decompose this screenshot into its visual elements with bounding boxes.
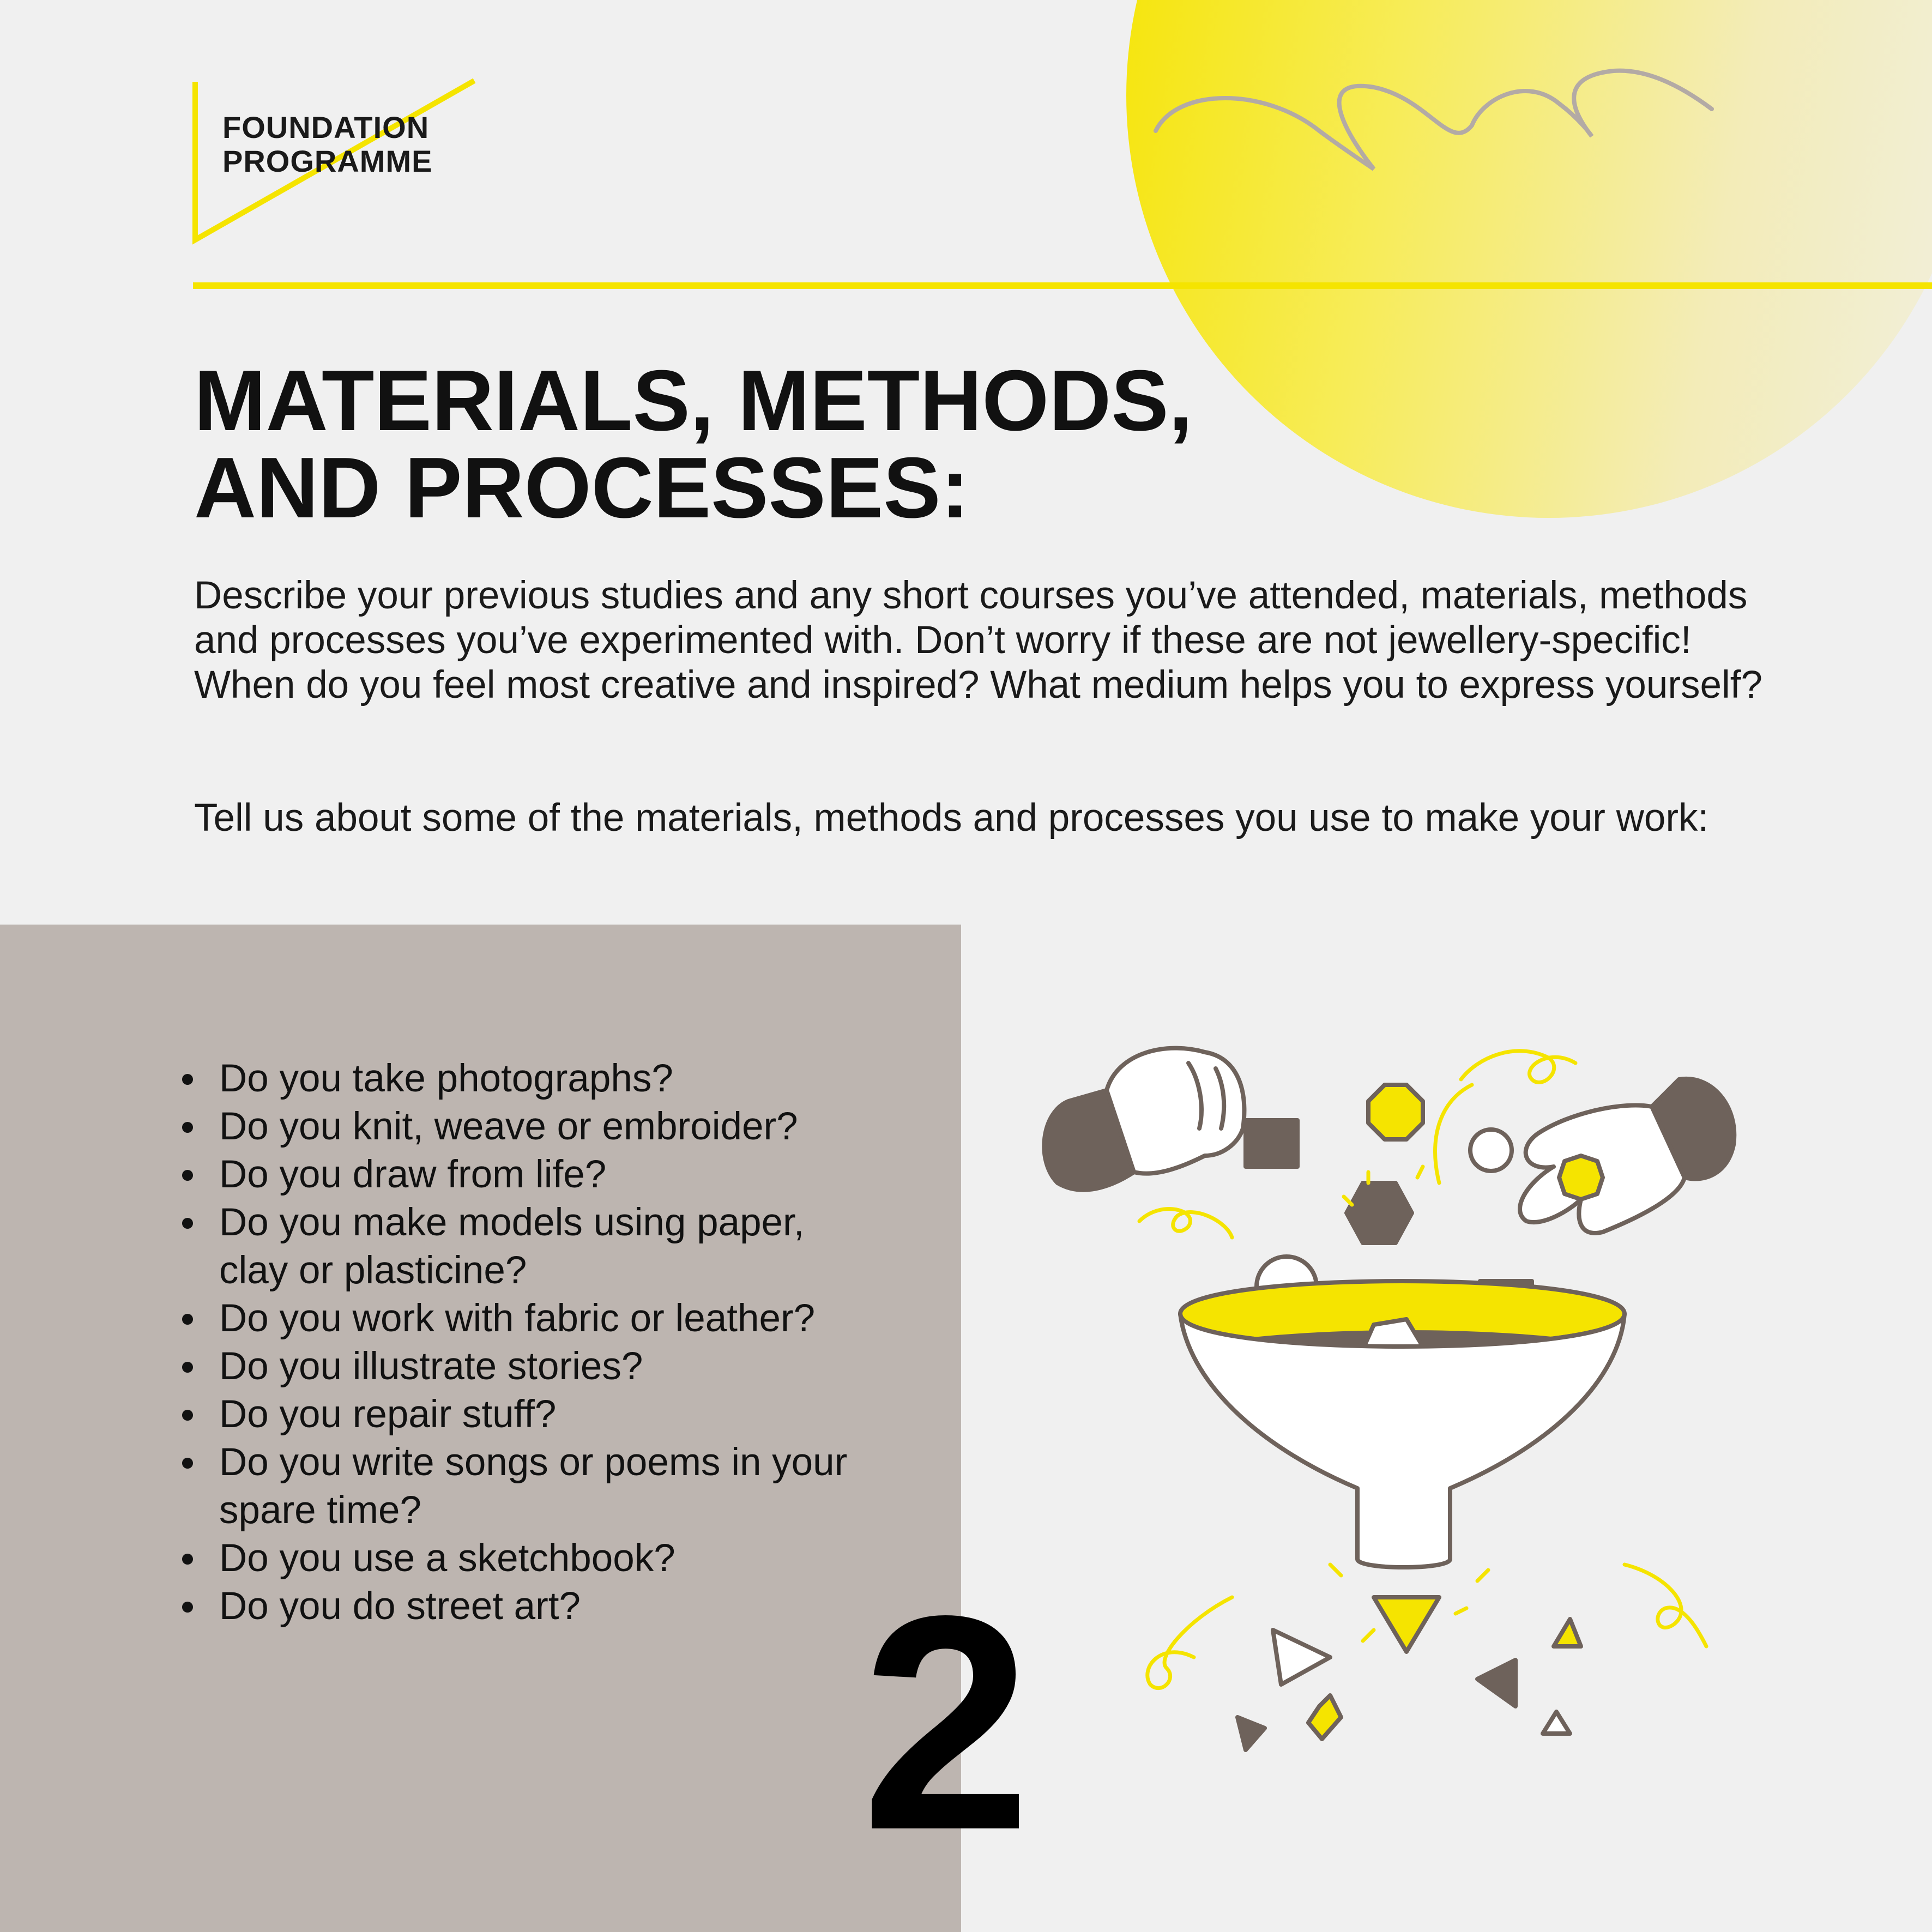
list-item: Do you knit, weave or embroider? <box>174 1103 883 1151</box>
list-item: Do you take photographs? <box>174 1055 883 1103</box>
list-item: Do you work with fabric or leather? <box>174 1295 883 1343</box>
page-title <box>194 353 1193 536</box>
list-item: Do you write songs or poems in your spare time? <box>174 1439 883 1535</box>
list-item: Do you repair stuff? <box>174 1391 883 1439</box>
page-number: 2 <box>861 1552 1031 1893</box>
list-item: Do you use a sketchbook? <box>174 1535 883 1583</box>
page-title-line-2: AND PROCESSES: <box>194 440 970 536</box>
prompt-paragraph: Tell us about some of the materials, methods and processes you use to make your work: <box>194 796 1709 840</box>
decorative-swirl-line <box>1145 44 1717 174</box>
list-item: Do you do street art? <box>174 1583 883 1631</box>
logo-line-1: FOUNDATION <box>222 110 430 144</box>
funnel-illustration <box>1025 1019 1755 1766</box>
intro-paragraph: Describe your previous studies and any short courses you’ve attended, materials, methods and processes you’ve experimented with. Don’t worry if these are not jewellery-specific! When do you feel most creative and inspired? What medium helps you to express yourself? <box>194 574 1762 707</box>
logo-text <box>222 111 432 178</box>
list-item: Do you make models using paper, clay or plasticine? <box>174 1199 883 1295</box>
question-list <box>174 1055 883 1631</box>
list-item: Do you illustrate stories? <box>174 1343 883 1391</box>
list-item: Do you draw from life? <box>174 1151 883 1199</box>
page-title-line-1: MATERIALS, METHODS, <box>194 353 1193 449</box>
divider-line <box>193 282 1932 289</box>
logo-line-2: PROGRAMME <box>222 144 433 178</box>
